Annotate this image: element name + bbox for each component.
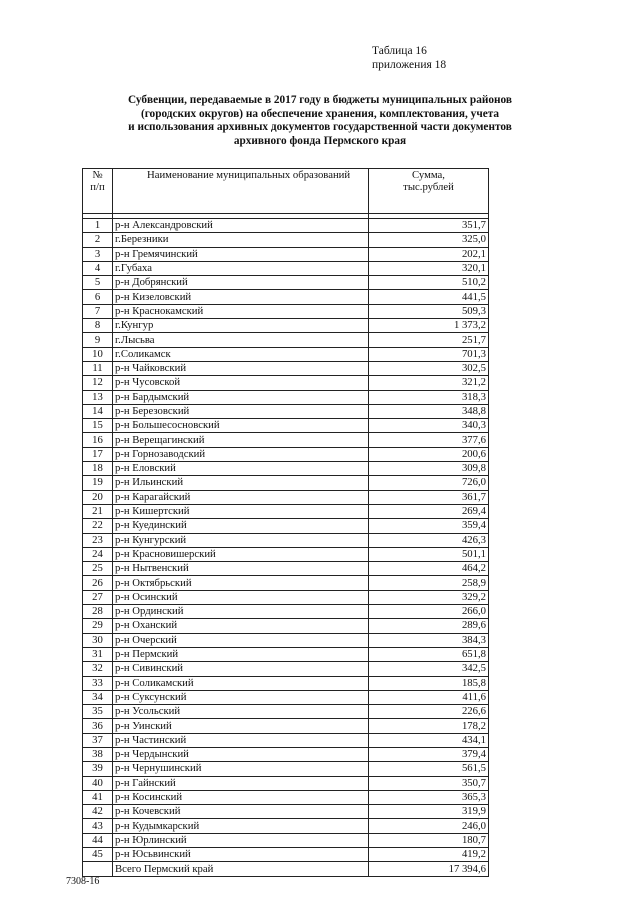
table-row: [83, 848, 489, 862]
municipality-name-cell: г.Лысьва: [113, 333, 369, 347]
table-row: [83, 290, 489, 304]
row-number-cell: 16: [83, 433, 113, 447]
table-row: [83, 433, 489, 447]
amount-cell: 561,5: [369, 762, 489, 776]
header-text: Сумма,: [412, 169, 445, 181]
document-title: [70, 94, 570, 148]
municipality-name-cell: р-н Чайковский: [113, 361, 369, 375]
row-number-cell: 22: [83, 519, 113, 533]
municipality-name-cell: р-н Еловский: [113, 462, 369, 476]
row-number-cell: 27: [83, 590, 113, 604]
amount-cell: 651,8: [369, 647, 489, 661]
table-row: [83, 762, 489, 776]
municipality-name-cell: г.Березники: [113, 233, 369, 247]
municipality-name-cell: р-н Нытвенский: [113, 562, 369, 576]
municipality-name-cell: р-н Куединский: [113, 519, 369, 533]
municipality-name-cell: р-н Березовский: [113, 404, 369, 418]
row-number-cell: 12: [83, 376, 113, 390]
municipality-name-cell: р-н Александровский: [113, 219, 369, 233]
amount-cell: 302,5: [369, 361, 489, 375]
table-row: [83, 590, 489, 604]
amount-cell: 411,6: [369, 690, 489, 704]
amount-cell: 351,7: [369, 219, 489, 233]
amount-cell: 318,3: [369, 390, 489, 404]
municipality-name-cell: р-н Карагайский: [113, 490, 369, 504]
amount-cell: 325,0: [369, 233, 489, 247]
municipality-name-cell: р-н Октябрьский: [113, 576, 369, 590]
total-amount-cell: 17 394,6: [369, 862, 489, 876]
row-number-cell: 17: [83, 447, 113, 461]
amount-cell: 289,6: [369, 619, 489, 633]
municipality-name-cell: р-н Краснокамский: [113, 304, 369, 318]
table-header-row: [83, 169, 489, 214]
table-row: [83, 519, 489, 533]
row-number-cell: 6: [83, 290, 113, 304]
amount-cell: 342,5: [369, 662, 489, 676]
row-number-cell: 31: [83, 647, 113, 661]
row-number-cell: 24: [83, 547, 113, 561]
row-number-cell: 5: [83, 276, 113, 290]
municipality-name-cell: р-н Чердынский: [113, 747, 369, 761]
amount-cell: 320,1: [369, 261, 489, 275]
row-number-cell: 11: [83, 361, 113, 375]
table-row: [83, 333, 489, 347]
municipality-name-cell: р-н Сивинский: [113, 662, 369, 676]
municipality-name-cell: р-н Оханский: [113, 619, 369, 633]
municipality-name-cell: р-н Кишертский: [113, 504, 369, 518]
table-row: [83, 419, 489, 433]
municipality-name-cell: р-н Соликамский: [113, 676, 369, 690]
row-number-cell: 25: [83, 562, 113, 576]
table-row: [83, 462, 489, 476]
row-number-cell: 1: [83, 219, 113, 233]
row-number-cell: 28: [83, 605, 113, 619]
total-row: [83, 862, 489, 876]
amount-cell: 226,6: [369, 705, 489, 719]
row-number-cell: 44: [83, 833, 113, 847]
table-row: [83, 719, 489, 733]
table-row: [83, 476, 489, 490]
table-row: [83, 376, 489, 390]
table-reference: [372, 44, 446, 72]
appendix-number: приложения 18: [372, 59, 447, 71]
amount-cell: 359,4: [369, 519, 489, 533]
amount-cell: 329,2: [369, 590, 489, 604]
row-number-cell: 37: [83, 733, 113, 747]
row-number-cell: 21: [83, 504, 113, 518]
municipality-name-cell: р-н Косинский: [113, 790, 369, 804]
row-number-cell: 45: [83, 848, 113, 862]
amount-cell: 180,7: [369, 833, 489, 847]
amount-cell: 309,8: [369, 462, 489, 476]
amount-cell: 426,3: [369, 533, 489, 547]
table-row: [83, 390, 489, 404]
row-number-cell: 19: [83, 476, 113, 490]
municipality-name-cell: р-н Гайнский: [113, 776, 369, 790]
table-row: [83, 805, 489, 819]
amount-cell: 419,2: [369, 848, 489, 862]
amount-cell: 1 373,2: [369, 319, 489, 333]
row-number-cell: 3: [83, 247, 113, 261]
municipality-name-cell: р-н Очерский: [113, 633, 369, 647]
row-number-cell: 8: [83, 319, 113, 333]
municipality-name-cell: р-н Добрянский: [113, 276, 369, 290]
table-row: [83, 533, 489, 547]
municipality-name-cell: р-н Ильинский: [113, 476, 369, 490]
amount-cell: 321,2: [369, 376, 489, 390]
municipality-name-cell: р-н Пермский: [113, 647, 369, 661]
municipality-name-cell: р-н Гремячинский: [113, 247, 369, 261]
row-number-cell: 32: [83, 662, 113, 676]
municipality-name-cell: р-н Усольский: [113, 705, 369, 719]
row-number-cell: 26: [83, 576, 113, 590]
amount-cell: 361,7: [369, 490, 489, 504]
table-row: [83, 319, 489, 333]
table-row: [83, 247, 489, 261]
row-number-cell: 7: [83, 304, 113, 318]
amount-cell: 348,8: [369, 404, 489, 418]
municipality-name-cell: р-н Чусовской: [113, 376, 369, 390]
table-row: [83, 633, 489, 647]
amount-cell: 441,5: [369, 290, 489, 304]
header-text: №: [92, 169, 103, 181]
row-number-cell: 4: [83, 261, 113, 275]
amount-cell: 434,1: [369, 733, 489, 747]
amount-cell: 340,3: [369, 419, 489, 433]
row-number-cell: 20: [83, 490, 113, 504]
table-row: [83, 733, 489, 747]
table-row: [83, 404, 489, 418]
municipality-name-cell: р-н Ординский: [113, 605, 369, 619]
municipality-name-cell: р-н Верещагинский: [113, 433, 369, 447]
row-number-cell: 10: [83, 347, 113, 361]
total-label-cell: Всего Пермский край: [113, 862, 369, 876]
table-row: [83, 690, 489, 704]
amount-cell: 509,3: [369, 304, 489, 318]
amount-cell: 701,3: [369, 347, 489, 361]
row-number-cell: 42: [83, 805, 113, 819]
row-number-cell: 35: [83, 705, 113, 719]
amount-cell: 246,0: [369, 819, 489, 833]
row-number-cell: 38: [83, 747, 113, 761]
row-number-cell: 43: [83, 819, 113, 833]
header-text: тыс.рублей: [403, 181, 454, 193]
municipality-name-cell: р-н Бардымский: [113, 390, 369, 404]
row-number-cell: 18: [83, 462, 113, 476]
table-row: [83, 619, 489, 633]
column-header-sum: [369, 169, 489, 214]
row-number-cell: 39: [83, 762, 113, 776]
table-row: [83, 490, 489, 504]
municipality-name-cell: р-н Кудымкарский: [113, 819, 369, 833]
table-row: [83, 504, 489, 518]
subsidies-table: [82, 168, 489, 877]
empty-cell: [83, 862, 113, 876]
table-row: [83, 233, 489, 247]
municipality-name-cell: р-н Красновишерский: [113, 547, 369, 561]
amount-cell: 178,2: [369, 719, 489, 733]
row-number-cell: 29: [83, 619, 113, 633]
table-row: [83, 447, 489, 461]
municipality-name-cell: р-н Юсьвинский: [113, 848, 369, 862]
amount-cell: 501,1: [369, 547, 489, 561]
municipality-name-cell: р-н Частинский: [113, 733, 369, 747]
municipality-name-cell: р-н Осинский: [113, 590, 369, 604]
table-row: [83, 705, 489, 719]
row-number-cell: 36: [83, 719, 113, 733]
municipality-name-cell: р-н Горнозаводский: [113, 447, 369, 461]
amount-cell: 726,0: [369, 476, 489, 490]
amount-cell: 464,2: [369, 562, 489, 576]
amount-cell: 266,0: [369, 605, 489, 619]
table-row: [83, 662, 489, 676]
table-row: [83, 605, 489, 619]
amount-cell: 269,4: [369, 504, 489, 518]
amount-cell: 350,7: [369, 776, 489, 790]
amount-cell: 185,8: [369, 676, 489, 690]
column-header-number: [83, 169, 113, 214]
municipality-name-cell: г.Соликамск: [113, 347, 369, 361]
municipality-name-cell: г.Кунгур: [113, 319, 369, 333]
table-row: [83, 776, 489, 790]
table-row: [83, 304, 489, 318]
municipality-name-cell: р-н Чернушинский: [113, 762, 369, 776]
row-number-cell: 13: [83, 390, 113, 404]
document-code: 7308-16: [66, 876, 100, 887]
row-number-cell: 9: [83, 333, 113, 347]
amount-cell: 365,3: [369, 790, 489, 804]
table-row: [83, 747, 489, 761]
table-row: [83, 261, 489, 275]
municipality-name-cell: р-н Кочевский: [113, 805, 369, 819]
title-line: архивного фонда Пермского края: [233, 134, 407, 147]
title-line: (городских округов) на обеспечение хранения, комплектования, учета: [140, 107, 500, 120]
table-row: [83, 562, 489, 576]
municipality-name-cell: р-н Уинский: [113, 719, 369, 733]
table-row: [83, 819, 489, 833]
amount-cell: 202,1: [369, 247, 489, 261]
municipality-name-cell: р-н Кизеловский: [113, 290, 369, 304]
amount-cell: 510,2: [369, 276, 489, 290]
table-number: Таблица 16: [372, 45, 427, 57]
row-number-cell: 41: [83, 790, 113, 804]
table-row: [83, 790, 489, 804]
municipality-name-cell: р-н Юрлинский: [113, 833, 369, 847]
amount-cell: 200,6: [369, 447, 489, 461]
column-header-name: Наименование муниципальных образований: [113, 169, 369, 214]
row-number-cell: 40: [83, 776, 113, 790]
table-row: [83, 576, 489, 590]
table-row: [83, 347, 489, 361]
amount-cell: 251,7: [369, 333, 489, 347]
header-text: п/п: [90, 181, 105, 193]
row-number-cell: 30: [83, 633, 113, 647]
title-line: и использования архивных документов государственной части документов: [128, 121, 512, 134]
row-number-cell: 14: [83, 404, 113, 418]
amount-cell: 377,6: [369, 433, 489, 447]
table-row: [83, 276, 489, 290]
table-row: [83, 547, 489, 561]
municipality-name-cell: г.Губаха: [113, 261, 369, 275]
amount-cell: 319,9: [369, 805, 489, 819]
row-number-cell: 15: [83, 419, 113, 433]
municipality-name-cell: р-н Кунгурский: [113, 533, 369, 547]
amount-cell: 379,4: [369, 747, 489, 761]
table-row: [83, 219, 489, 233]
amount-cell: 258,9: [369, 576, 489, 590]
title-line: Субвенции, передаваемые в 2017 году в бюджеты муниципальных районов: [127, 94, 513, 106]
row-number-cell: 33: [83, 676, 113, 690]
table-row: [83, 361, 489, 375]
table-row: [83, 647, 489, 661]
municipality-name-cell: р-н Суксунский: [113, 690, 369, 704]
amount-cell: 384,3: [369, 633, 489, 647]
municipality-name-cell: р-н Большесосновский: [113, 419, 369, 433]
table-row: [83, 833, 489, 847]
row-number-cell: 23: [83, 533, 113, 547]
row-number-cell: 34: [83, 690, 113, 704]
row-number-cell: 2: [83, 233, 113, 247]
table-row: [83, 676, 489, 690]
